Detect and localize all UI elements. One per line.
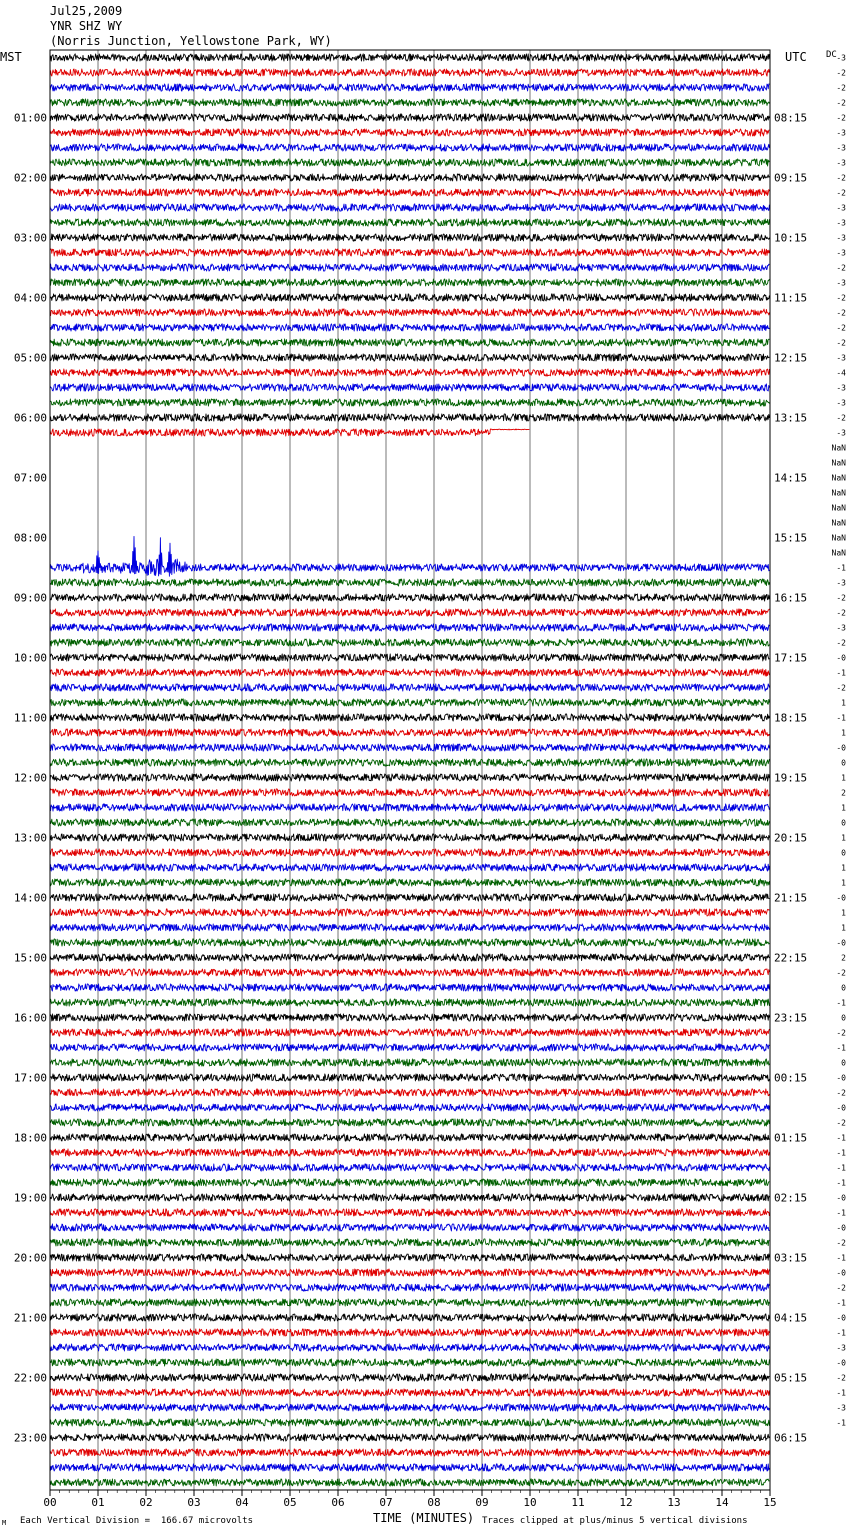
dc-offset-label: -2	[836, 113, 846, 123]
hour-label-right: 15:15	[774, 531, 808, 545]
dc-offset-label: -0	[836, 1223, 846, 1233]
hour-label-right: 22:15	[774, 951, 808, 965]
hour-label-right: 06:15	[774, 1431, 808, 1445]
dc-offset-label: -2	[836, 83, 846, 93]
trace-line-17	[50, 309, 769, 316]
trace-line-67	[50, 1059, 769, 1066]
trace-line-49	[50, 789, 769, 796]
hour-label-right: 20:15	[774, 831, 808, 845]
hour-label-right: 09:15	[774, 171, 808, 185]
dc-offset-label: NaN	[831, 518, 846, 528]
hour-label-left: 04:00	[13, 291, 47, 305]
dc-offset-label: NaN	[831, 503, 846, 513]
trace-line-40	[50, 654, 769, 661]
dc-offset-label: -1	[836, 1253, 846, 1263]
hour-label-left: 16:00	[13, 1011, 47, 1025]
dc-offset-label: -2	[836, 188, 846, 198]
dc-offset-label: -3	[836, 218, 846, 228]
trace-line-10	[50, 204, 769, 211]
dc-offset-label: -0	[836, 1193, 846, 1203]
hour-label-left: 06:00	[13, 411, 47, 425]
dc-offset-label: -0	[836, 938, 846, 948]
trace-line-46	[50, 744, 769, 751]
x-tick-label: 05	[283, 1496, 297, 1509]
dc-offset-label: -2	[836, 593, 846, 603]
dc-offset-label: -2	[836, 413, 846, 423]
trace-line-5	[50, 129, 769, 136]
hour-label-left: 01:00	[13, 111, 47, 125]
hour-label-right: 18:15	[774, 711, 808, 725]
x-tick-label: 11	[571, 1496, 585, 1509]
dc-offset-label: -4	[836, 368, 846, 378]
hour-label-left: 08:00	[13, 531, 47, 545]
trace-line-87	[50, 1359, 769, 1366]
trace-line-62	[50, 984, 769, 991]
trace-line-84	[50, 1314, 769, 1321]
trace-line-25	[50, 429, 529, 436]
dc-offset-label: -3	[836, 428, 846, 438]
hour-label-left: 17:00	[13, 1071, 47, 1085]
dc-offset-label: -1	[836, 563, 846, 573]
trace-line-13	[50, 249, 769, 256]
dc-offset-label: 0	[841, 818, 846, 828]
x-tick-label: 02	[139, 1496, 153, 1509]
trace-line-58	[50, 924, 769, 931]
trace-line-74	[50, 1164, 769, 1171]
dc-offset-label: -2	[836, 308, 846, 318]
dc-offset-label: -3	[836, 278, 846, 288]
dc-offset-label: 1	[841, 878, 846, 888]
trace-line-68	[50, 1074, 769, 1081]
trace-line-75	[50, 1179, 769, 1186]
dc-offset-label: -2	[836, 1373, 846, 1383]
trace-line-95	[50, 1479, 769, 1486]
trace-line-21	[50, 369, 769, 376]
hour-label-left: 19:00	[13, 1191, 47, 1205]
hour-label-left: 14:00	[13, 891, 47, 905]
trace-line-79	[50, 1239, 769, 1246]
trace-line-80	[50, 1254, 769, 1261]
dc-offset-label: 1	[841, 833, 846, 843]
trace-line-20	[50, 354, 769, 361]
dc-offset-label: -2	[836, 263, 846, 273]
x-tick-label: 08	[427, 1496, 441, 1509]
hour-label-right: 04:15	[774, 1311, 808, 1325]
dc-offset-label: -2	[836, 608, 846, 618]
dc-offset-label: -3	[836, 1403, 846, 1413]
trace-line-2	[50, 84, 769, 91]
trace-line-56	[50, 894, 769, 901]
corner-mark: M	[2, 1519, 7, 1527]
dc-offset-label: -2	[836, 173, 846, 183]
header-location: (Norris Junction, Yellowstone Park, WY)	[50, 34, 332, 48]
hour-label-left: 10:00	[13, 651, 47, 665]
trace-line-65	[50, 1029, 769, 1036]
hour-label-right: 08:15	[774, 111, 808, 125]
trace-line-47	[50, 759, 769, 766]
trace-line-11	[50, 219, 769, 226]
dc-offset-label: 1	[841, 863, 846, 873]
dc-offset-label: -3	[836, 158, 846, 168]
hour-label-right: 10:15	[774, 231, 808, 245]
x-axis-title: TIME (MINUTES)	[373, 1511, 475, 1525]
trace-line-93	[50, 1449, 769, 1456]
dc-offset-label: -1	[836, 1163, 846, 1173]
dc-offset-label: -3	[836, 248, 846, 258]
trace-line-72	[50, 1134, 769, 1141]
trace-line-92	[50, 1434, 769, 1441]
trace-line-4	[50, 114, 769, 121]
x-tick-label: 12	[619, 1496, 633, 1509]
trace-line-54	[50, 864, 769, 871]
dc-offset-label: -1	[836, 998, 846, 1008]
x-tick-label: 00	[43, 1496, 57, 1509]
trace-line-71	[50, 1119, 769, 1126]
trace-line-61	[50, 969, 769, 976]
dc-offset-label: -2	[836, 338, 846, 348]
trace-line-89	[50, 1389, 769, 1396]
dc-offset-label: -1	[836, 713, 846, 723]
dc-offset-label: -1	[836, 1043, 846, 1053]
hour-label-right: 02:15	[774, 1191, 808, 1205]
header-date: Jul25,2009	[50, 4, 123, 18]
trace-line-35	[50, 579, 769, 586]
dc-offset-label: -2	[836, 68, 846, 78]
trace-line-19	[50, 339, 769, 346]
dc-offset-label: 2	[841, 788, 846, 798]
dc-offset-label: -2	[836, 968, 846, 978]
trace-line-16	[50, 294, 769, 301]
dc-offset-label: -1	[836, 1178, 846, 1188]
hour-label-left: 12:00	[13, 771, 47, 785]
dc-offset-label: -3	[836, 143, 846, 153]
right-timezone-label: UTC	[785, 50, 807, 64]
hour-label-right: 19:15	[774, 771, 808, 785]
trace-line-1	[50, 69, 769, 76]
trace-line-90	[50, 1404, 769, 1411]
hour-label-right: 14:15	[774, 471, 808, 485]
hour-label-right: 13:15	[774, 411, 808, 425]
dc-offset-label: NaN	[831, 548, 846, 558]
trace-line-36	[50, 594, 769, 601]
dc-offset-label: -3	[836, 353, 846, 363]
trace-line-70	[50, 1104, 769, 1111]
dc-offset-label: -0	[836, 1268, 846, 1278]
trace-line-41	[50, 669, 769, 676]
trace-line-37	[50, 609, 769, 616]
dc-offset-label: NaN	[831, 488, 846, 498]
dc-offset-label: -0	[836, 743, 846, 753]
dc-offset-label: -3	[836, 623, 846, 633]
left-timezone-label: MST	[0, 50, 22, 64]
dc-offset-label: NaN	[831, 458, 846, 468]
hour-label-right: 01:15	[774, 1131, 808, 1145]
header-station: YNR SHZ WY	[50, 19, 123, 33]
dc-offset-label: -0	[836, 893, 846, 903]
hour-label-right: 05:15	[774, 1371, 808, 1385]
dc-offset-label: -1	[836, 1418, 846, 1428]
trace-line-73	[50, 1149, 769, 1156]
trace-line-60	[50, 954, 769, 961]
dc-offset-label: -3	[836, 53, 846, 63]
x-tick-label: 03	[187, 1496, 201, 1509]
x-tick-label: 07	[379, 1496, 393, 1509]
dc-offset-label: -1	[836, 1133, 846, 1143]
dc-offset-label: -0	[836, 1073, 846, 1083]
trace-line-59	[50, 939, 769, 946]
x-tick-label: 14	[715, 1496, 729, 1509]
hour-label-right: 11:15	[774, 291, 808, 305]
dc-offset-label: -2	[836, 638, 846, 648]
x-tick-label: 15	[763, 1496, 777, 1509]
trace-line-14	[50, 264, 769, 271]
dc-offset-label: -3	[836, 203, 846, 213]
trace-line-55	[50, 879, 769, 886]
dc-offset-label: -3	[836, 233, 846, 243]
dc-offset-label: -2	[836, 1238, 846, 1248]
trace-line-23	[50, 399, 769, 406]
hour-label-right: 23:15	[774, 1011, 808, 1025]
trace-line-63	[50, 999, 769, 1006]
trace-line-50	[50, 804, 769, 811]
trace-line-69	[50, 1089, 769, 1096]
trace-line-77	[50, 1209, 769, 1216]
trace-line-48	[50, 774, 769, 781]
hour-label-left: 20:00	[13, 1251, 47, 1265]
hour-label-left: 18:00	[13, 1131, 47, 1145]
dc-offset-label: -2	[836, 98, 846, 108]
dc-offset-label: 1	[841, 698, 846, 708]
dc-header-label: DC	[826, 50, 837, 60]
dc-offset-label: -1	[836, 1298, 846, 1308]
dc-offset-label: -1	[836, 1148, 846, 1158]
trace-line-38	[50, 624, 769, 631]
dc-offset-label: -3	[836, 578, 846, 588]
trace-line-83	[50, 1299, 769, 1306]
hour-label-left: 13:00	[13, 831, 47, 845]
dc-offset-label: 0	[841, 848, 846, 858]
dc-offset-label: -3	[836, 128, 846, 138]
trace-line-0	[50, 54, 769, 61]
hour-label-right: 17:15	[774, 651, 808, 665]
hour-label-right: 03:15	[774, 1251, 808, 1265]
hour-label-left: 15:00	[13, 951, 47, 965]
trace-line-85	[50, 1329, 769, 1336]
clip-note: Traces clipped at plus/minus 5 vertical divisions	[482, 1516, 748, 1526]
hour-label-left: 05:00	[13, 351, 47, 365]
trace-line-88	[50, 1374, 769, 1381]
hour-label-right: 00:15	[774, 1071, 808, 1085]
trace-line-86	[50, 1344, 769, 1351]
dc-offset-label: 1	[841, 923, 846, 933]
trace-line-76	[50, 1194, 769, 1201]
hour-label-left: 22:00	[13, 1371, 47, 1385]
dc-offset-label: NaN	[831, 443, 846, 453]
x-tick-label: 10	[523, 1496, 537, 1509]
dc-offset-label: -0	[836, 1313, 846, 1323]
trace-line-7	[50, 159, 769, 166]
dc-offset-label: -2	[836, 1028, 846, 1038]
trace-line-45	[50, 729, 769, 736]
trace-line-43	[50, 699, 769, 706]
dc-offset-label: 1	[841, 773, 846, 783]
trace-line-18	[50, 324, 769, 331]
trace-line-44	[50, 714, 769, 721]
trace-line-64	[50, 1014, 769, 1021]
dc-offset-label: 0	[841, 758, 846, 768]
trace-line-66	[50, 1044, 769, 1051]
trace-line-78	[50, 1224, 769, 1231]
trace-line-91	[50, 1419, 769, 1426]
x-tick-label: 01	[91, 1496, 105, 1509]
dc-offset-label: -2	[836, 293, 846, 303]
dc-offset-label: -2	[836, 323, 846, 333]
hour-label-left: 21:00	[13, 1311, 47, 1325]
trace-line-53	[50, 849, 769, 856]
dc-offset-label: 2	[841, 953, 846, 963]
trace-line-94	[50, 1464, 769, 1471]
dc-offset-label: 0	[841, 1058, 846, 1068]
hour-label-left: 09:00	[13, 591, 47, 605]
dc-offset-label: -3	[836, 398, 846, 408]
trace-line-57	[50, 909, 769, 916]
hour-label-left: 07:00	[13, 471, 47, 485]
hour-label-right: 21:15	[774, 891, 808, 905]
dc-offset-label: NaN	[831, 473, 846, 483]
dc-offset-label: -1	[836, 668, 846, 678]
dc-offset-label: -2	[836, 1118, 846, 1128]
trace-line-82	[50, 1284, 769, 1291]
trace-line-8	[50, 174, 769, 181]
trace-line-42	[50, 684, 769, 691]
scale-note: Each Vertical Division = 166.67 microvolts	[20, 1516, 253, 1526]
hour-label-right: 16:15	[774, 591, 808, 605]
dc-offset-label: -0	[836, 1358, 846, 1368]
trace-line-52	[50, 834, 769, 841]
trace-line-34	[50, 536, 769, 576]
hour-label-left: 11:00	[13, 711, 47, 725]
dc-offset-label: -2	[836, 683, 846, 693]
trace-line-12	[50, 234, 769, 241]
hour-label-right: 12:15	[774, 351, 808, 365]
trace-line-6	[50, 144, 769, 151]
trace-line-39	[50, 639, 769, 646]
hour-label-left: 03:00	[13, 231, 47, 245]
x-tick-label: 06	[331, 1496, 345, 1509]
trace-rows	[50, 54, 769, 1486]
hour-label-left: 02:00	[13, 171, 47, 185]
trace-line-15	[50, 279, 769, 286]
x-tick-label: 13	[667, 1496, 681, 1509]
hour-label-left: 23:00	[13, 1431, 47, 1445]
dc-offset-label: -0	[836, 1103, 846, 1113]
dc-offset-label: 0	[841, 1013, 846, 1023]
dc-offset-label: -2	[836, 1088, 846, 1098]
dc-offset-label: -1	[836, 1328, 846, 1338]
dc-offset-label: 1	[841, 803, 846, 813]
trace-line-3	[50, 99, 769, 106]
trace-line-81	[50, 1269, 769, 1276]
dc-offset-label: NaN	[831, 533, 846, 543]
trace-line-22	[50, 384, 769, 391]
trace-line-51	[50, 819, 769, 826]
dc-offset-label: -1	[836, 1388, 846, 1398]
dc-offset-label: -3	[836, 383, 846, 393]
trace-line-24	[50, 414, 769, 421]
trace-line-9	[50, 189, 769, 196]
x-tick-label: 04	[235, 1496, 249, 1509]
dc-offset-label: -0	[836, 653, 846, 663]
dc-offset-label: 1	[841, 908, 846, 918]
dc-offset-label: 0	[841, 983, 846, 993]
x-tick-label: 09	[475, 1496, 489, 1509]
dc-offset-label: -1	[836, 1208, 846, 1218]
dc-offset-label: -3	[836, 1343, 846, 1353]
dc-offset-label: -2	[836, 1283, 846, 1293]
dc-offset-label: 1	[841, 728, 846, 738]
